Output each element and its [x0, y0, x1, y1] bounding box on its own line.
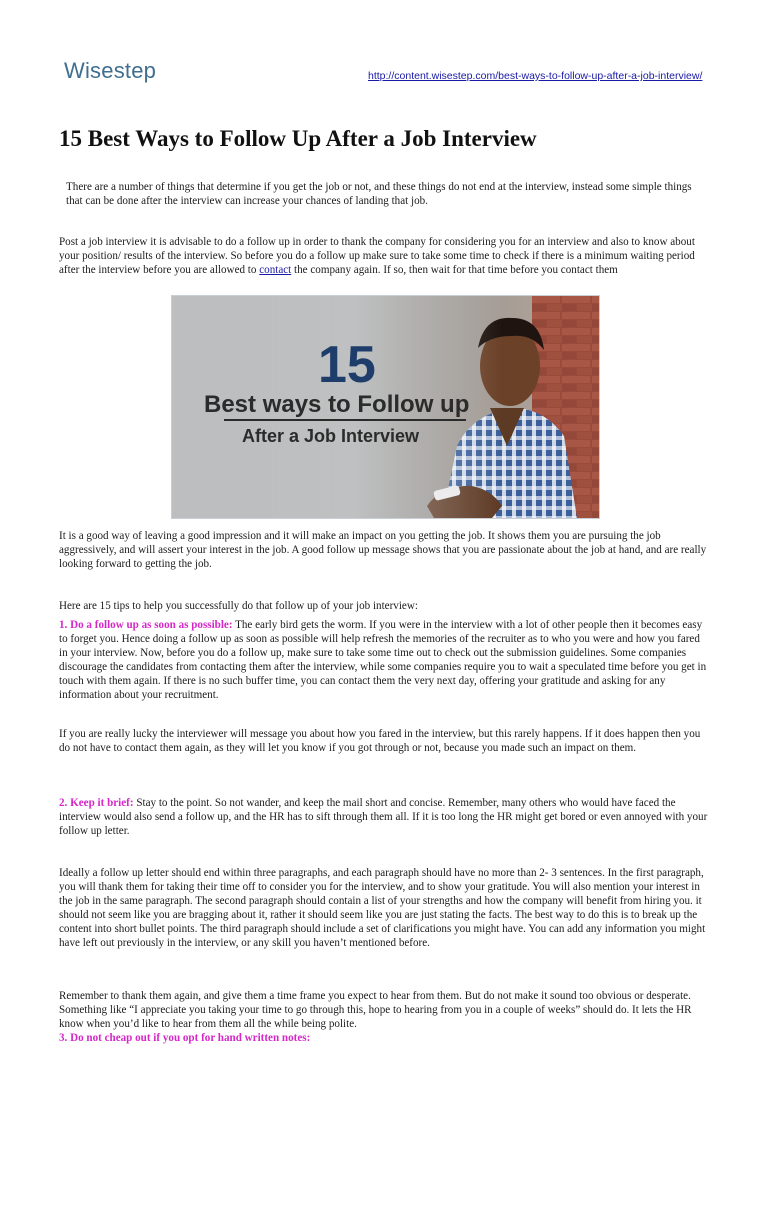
paragraph-text: Post a job interview it is advisable to do a follow up in order to thank the company for considering you for an interview and also to know about your position/ results of the interview. So before you do a follow up make sure to take some time to check if there is a minimum waiting period after the interview before you are allowed to [59, 236, 695, 276]
tip-3-heading: 3. Do not cheap out if you opt for hand written notes: [59, 1032, 311, 1044]
tip-2-heading: 2. Keep it brief: [59, 797, 134, 809]
hero-image [171, 295, 600, 519]
paragraph-text: the company again. If so, then wait for that time before you contact them [291, 264, 618, 276]
hero-divider [224, 419, 466, 421]
contact-link[interactable]: contact [259, 264, 292, 276]
tip-1-paragraph [59, 618, 711, 702]
article-title: 15 Best Ways to Follow Up After a Job Interview [59, 126, 537, 151]
hero-number: 15 [318, 336, 376, 394]
paragraph-lucky-interviewer: If you are really lucky the interviewer will message you about how you fared in the interview, but this rarely happens. If it does happen then you do not have to contact them again, as they will let you know if you got through or not, because you made such an impact on them. [59, 728, 701, 754]
source-url-link[interactable]: http://content.wisestep.com/best-ways-to-follow-up-after-a-job-interview/ [368, 70, 703, 82]
paragraph-good-impression: It is a good way of leaving a good impression and it will make an impact on you getting the job. It shows them you are pursuing the job aggressively, and will assert your interest in the job. A good follow up message shows that you are passionate about the job at hand, and are really looking forward to getting the job. [59, 530, 707, 570]
paragraph-followup-advice [59, 235, 711, 277]
tip-3-paragraph [59, 1031, 711, 1045]
tip-2-paragraph [59, 796, 711, 838]
tip-1-text: The early bird gets the worm. If you were in the interview with a lot of other people then it becomes easy to forget you. Hence doing a follow up as soon as possible will help refresh the memories of the recruiter as to who you were and how you fared in your interview. Now, before you do a follow up, make sure to take some time out to check out the submission guidelines. Some companies discourage the candidates from contacting them after the interview, while some companies require you to wait a speculated time before you get in touch with them again. If there is no such buffer time, you can contact them the very next day, offering your gratitude and asking for any information about your recruitment. [59, 619, 707, 701]
hero-line-1: Best ways to Follow up [204, 391, 470, 418]
paragraph-thank-again: Remember to thank them again, and give them a time frame you expect to hear from them. But do not make it sound too obvious or desperate. Something like “I appreciate you taking your time to go through this, hope to hearing from you in a couple of weeks” should do. It lets the HR know when you’d like to hear from them all the while being polite. [59, 990, 692, 1030]
paragraph-three-paragraphs: Ideally a follow up letter should end within three paragraphs, and each paragraph should have no more than 2- 3 sentences. In the first paragraph, you will thank them for taking their time off to consider you for the interview, and to show your gratitude. You will also mention your interest in the job in the same paragraph. The second paragraph should contain a list of your strengths and how the company will benefit from hiring you. it should not seem like you are bragging about it, rather it should seem like you are just stating the facts. The best way to do this is to break up the content into short bullet points. The third paragraph should include a set of clarifications you might have. You can add any information you might have left out previously in the interview, or any skill you haven’t mentioned before. [59, 867, 706, 949]
tip-1-heading: 1. Do a follow up as soon as possible: [59, 619, 233, 631]
paragraph-tips-intro: Here are 15 tips to help you successfully do that follow up of your job interview: [59, 600, 418, 612]
brand-name: Wisestep [64, 58, 157, 83]
hero-line-2: After a Job Interview [242, 426, 420, 446]
intro-paragraph: There are a number of things that determine if you get the job or not, and these things do not end at the interview, instead some simple things that can be done after the interview can increase your chances of landing that job. [66, 181, 692, 207]
tip-2-text: Stay to the point. So not wander, and keep the mail short and concise. Remember, many others who would have faced the interview would also send a follow up, and the HR has to sift through them all. If it is too long the HR might get bored or even annoyed with your follow up letter. [59, 797, 708, 837]
